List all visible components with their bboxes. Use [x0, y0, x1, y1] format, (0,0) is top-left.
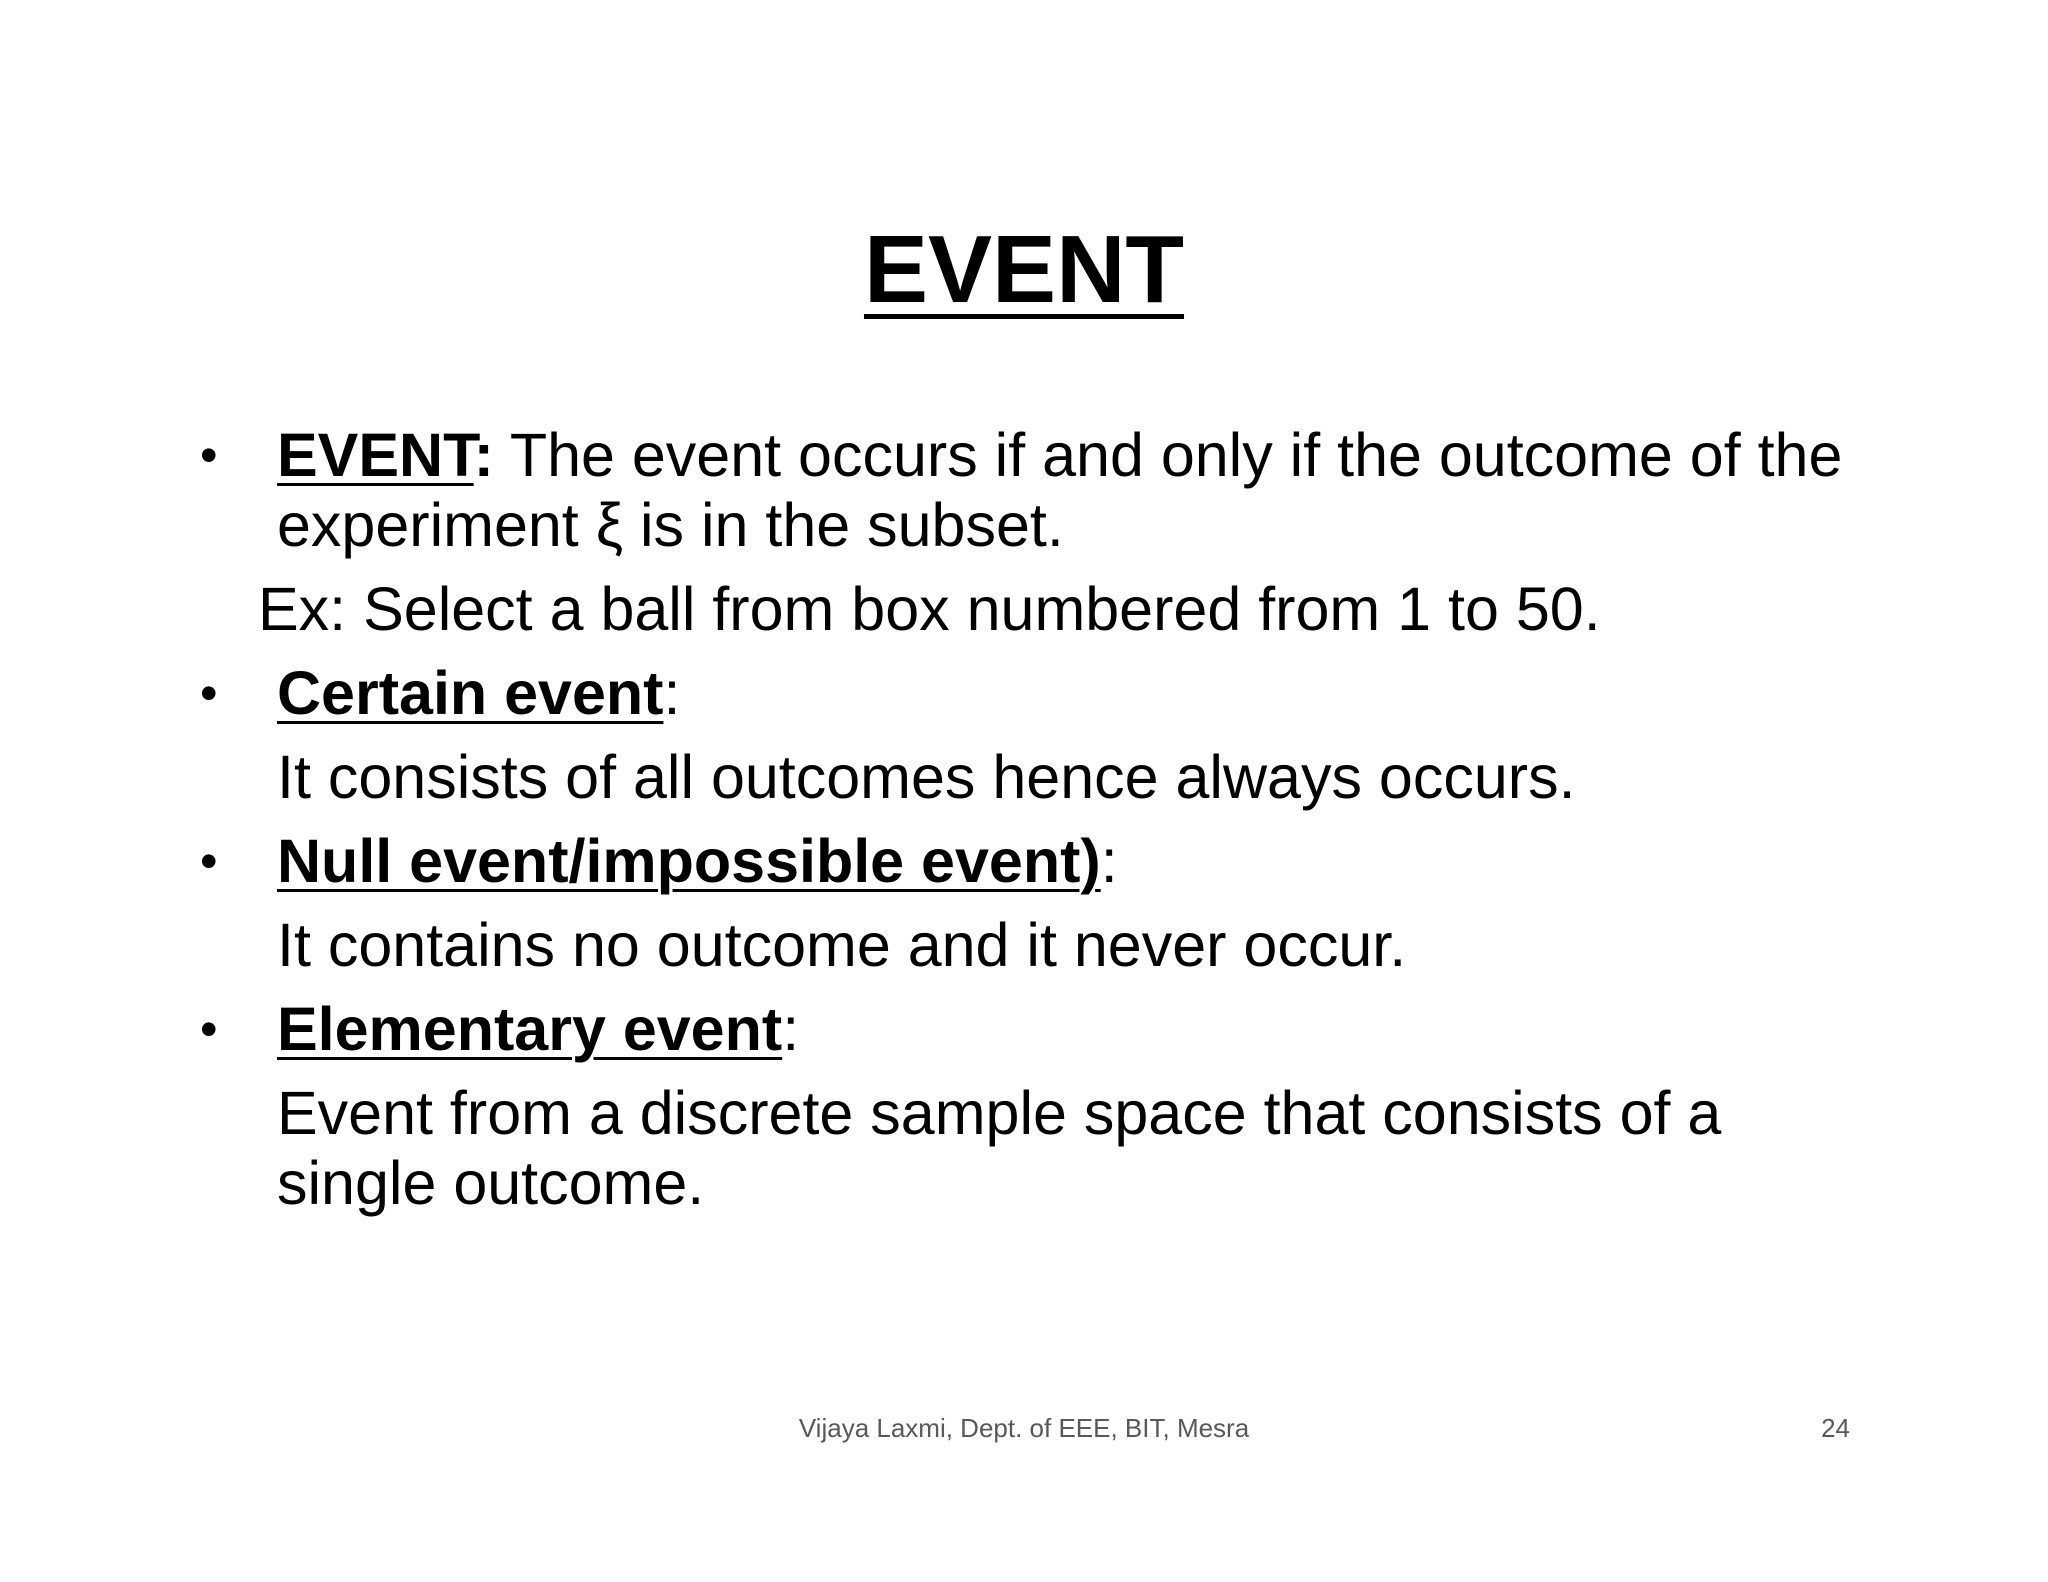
- page-number: 24: [1821, 1413, 1850, 1443]
- footer-author: Vijaya Laxmi, Dept. of EEE, BIT, Mesra: [798, 1413, 1250, 1443]
- term-null-event: Null event/impossible event): [277, 827, 1101, 895]
- term-event: EVENT: [277, 421, 474, 489]
- bullet-icon: •: [200, 1001, 218, 1057]
- definition-null-event: It contains no outcome and it never occur.: [277, 911, 1407, 979]
- bullet-icon: •: [200, 427, 218, 483]
- bullet-item-event: [200, 420, 1860, 560]
- slide-title: EVENT: [863, 216, 1185, 323]
- term-separator: :: [663, 659, 681, 727]
- definition-certain-event: It consists of all outcomes hence always occurs.: [277, 743, 1576, 811]
- bullet-list: [200, 420, 1860, 1218]
- term-separator: :: [473, 421, 494, 489]
- definition-elementary-event: Event from a discrete sample space that consists of a single outcome.: [277, 1079, 1722, 1217]
- term-separator: :: [1100, 827, 1118, 895]
- bullet-item-certain-event: [200, 658, 1860, 728]
- bullet-icon: •: [200, 833, 218, 889]
- example-text: Ex: Select a ball from box numbered from 1 to 50.: [258, 575, 1601, 643]
- bullet-item-null-event: [200, 826, 1860, 896]
- bullet-icon: •: [200, 665, 218, 721]
- term-elementary-event: Elementary event: [277, 995, 783, 1063]
- definition-event: The event occurs if and only if the outcome of the experiment ξ is in the subset.: [277, 421, 1843, 559]
- term-certain-event: Certain event: [277, 659, 664, 727]
- bullet-item-elementary-event: [200, 994, 1860, 1064]
- term-separator: :: [782, 995, 800, 1063]
